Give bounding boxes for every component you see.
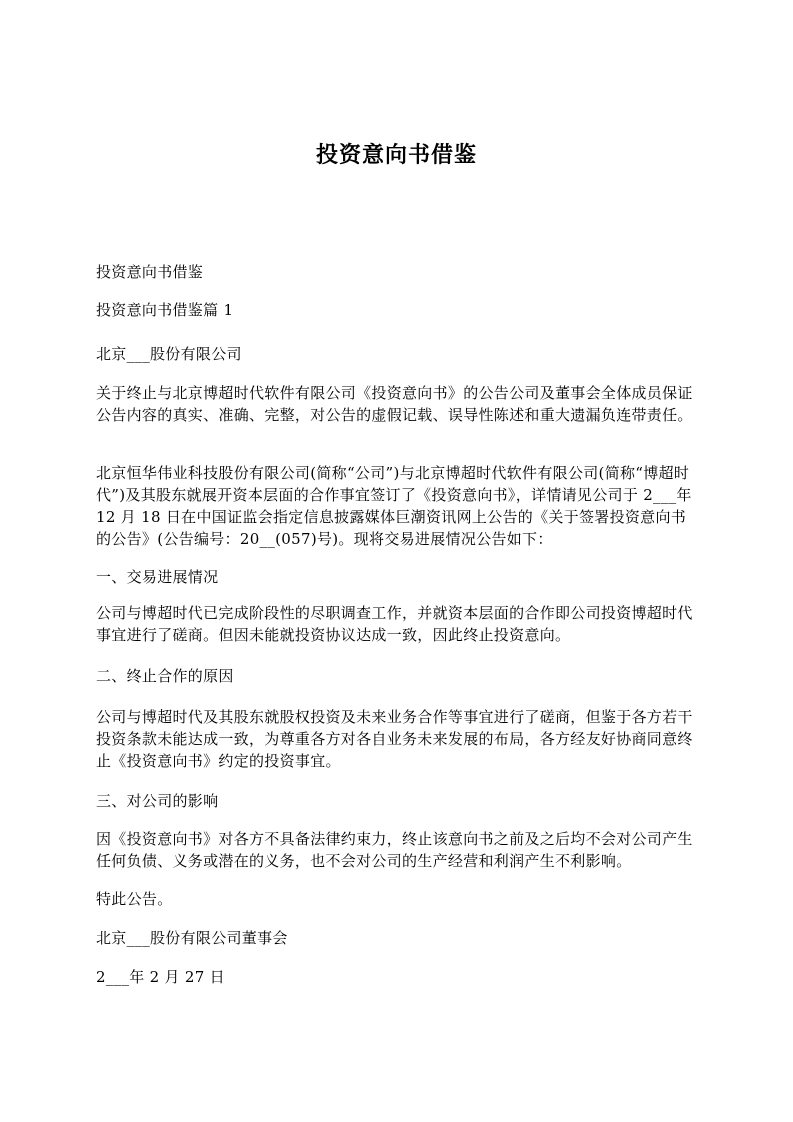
impact-paragraph: 因《投资意向书》对各方不具备法律约束力，终止该意向书之前及之后均不会对公司产生任何负债、义务或潜在的义务，也不会对公司的生产经营和利润产生不利影响。 — [96, 830, 693, 870]
subtitle-paragraph: 投资意向书借鉴 — [96, 263, 204, 281]
heading-progress: 一、交易进展情况 — [96, 568, 219, 586]
company-name: 北京___股份有限公司 — [96, 345, 242, 363]
progress-paragraph: 公司与博超时代已完成阶段性的尽职调查工作，并就资本层面的合作即公司投资博超时代事宜进行了磋商。但因未能就投资协议达成一致，因此终止投资意向。 — [96, 604, 693, 644]
heading-reason: 二、终止合作的原因 — [96, 667, 234, 685]
background-paragraph: 北京恒华伟业科技股份有限公司(简称“公司”)与北京博超时代软件有限公司(简称“博超时代”)及其股东就展开资本层面的合作事宜签订了《投资意向书》，详情请见公司于 2___年 12 月 18 日在中国证监会指定信息披露媒体巨潮资讯网上公告的《关于签署投资意向书的公告》(公告编号：20__(057)号)。现将交易进展情况公告如下： — [96, 464, 692, 548]
closing-statement: 特此公告。 — [96, 890, 173, 908]
reason-paragraph: 公司与博超时代及其股东就股权投资及未来业务合作等事宜进行了磋商，但鉴于各方若干投资条款未能达成一致，为尊重各方对各自业务未来发展的布局，各方经友好协商同意终止《投资意向书》约定的投资事宜。 — [96, 708, 693, 770]
signature-date: 2___年 2 月 27 日 — [96, 968, 225, 986]
document-title: 投资意向书借鉴 — [315, 143, 477, 168]
heading-impact: 三、对公司的影响 — [96, 792, 219, 810]
signature-board: 北京___股份有限公司董事会 — [96, 929, 288, 947]
section-heading: 投资意向书借鉴篇 1 — [96, 301, 234, 319]
announcement-intro-paragraph: 关于终止与北京博超时代软件有限公司《投资意向书》的公告公司及董事会全体成员保证公告内容的真实、准确、完整，对公告的虚假记载、误导性陈述和重大遗漏负连带责任。 — [96, 384, 693, 424]
